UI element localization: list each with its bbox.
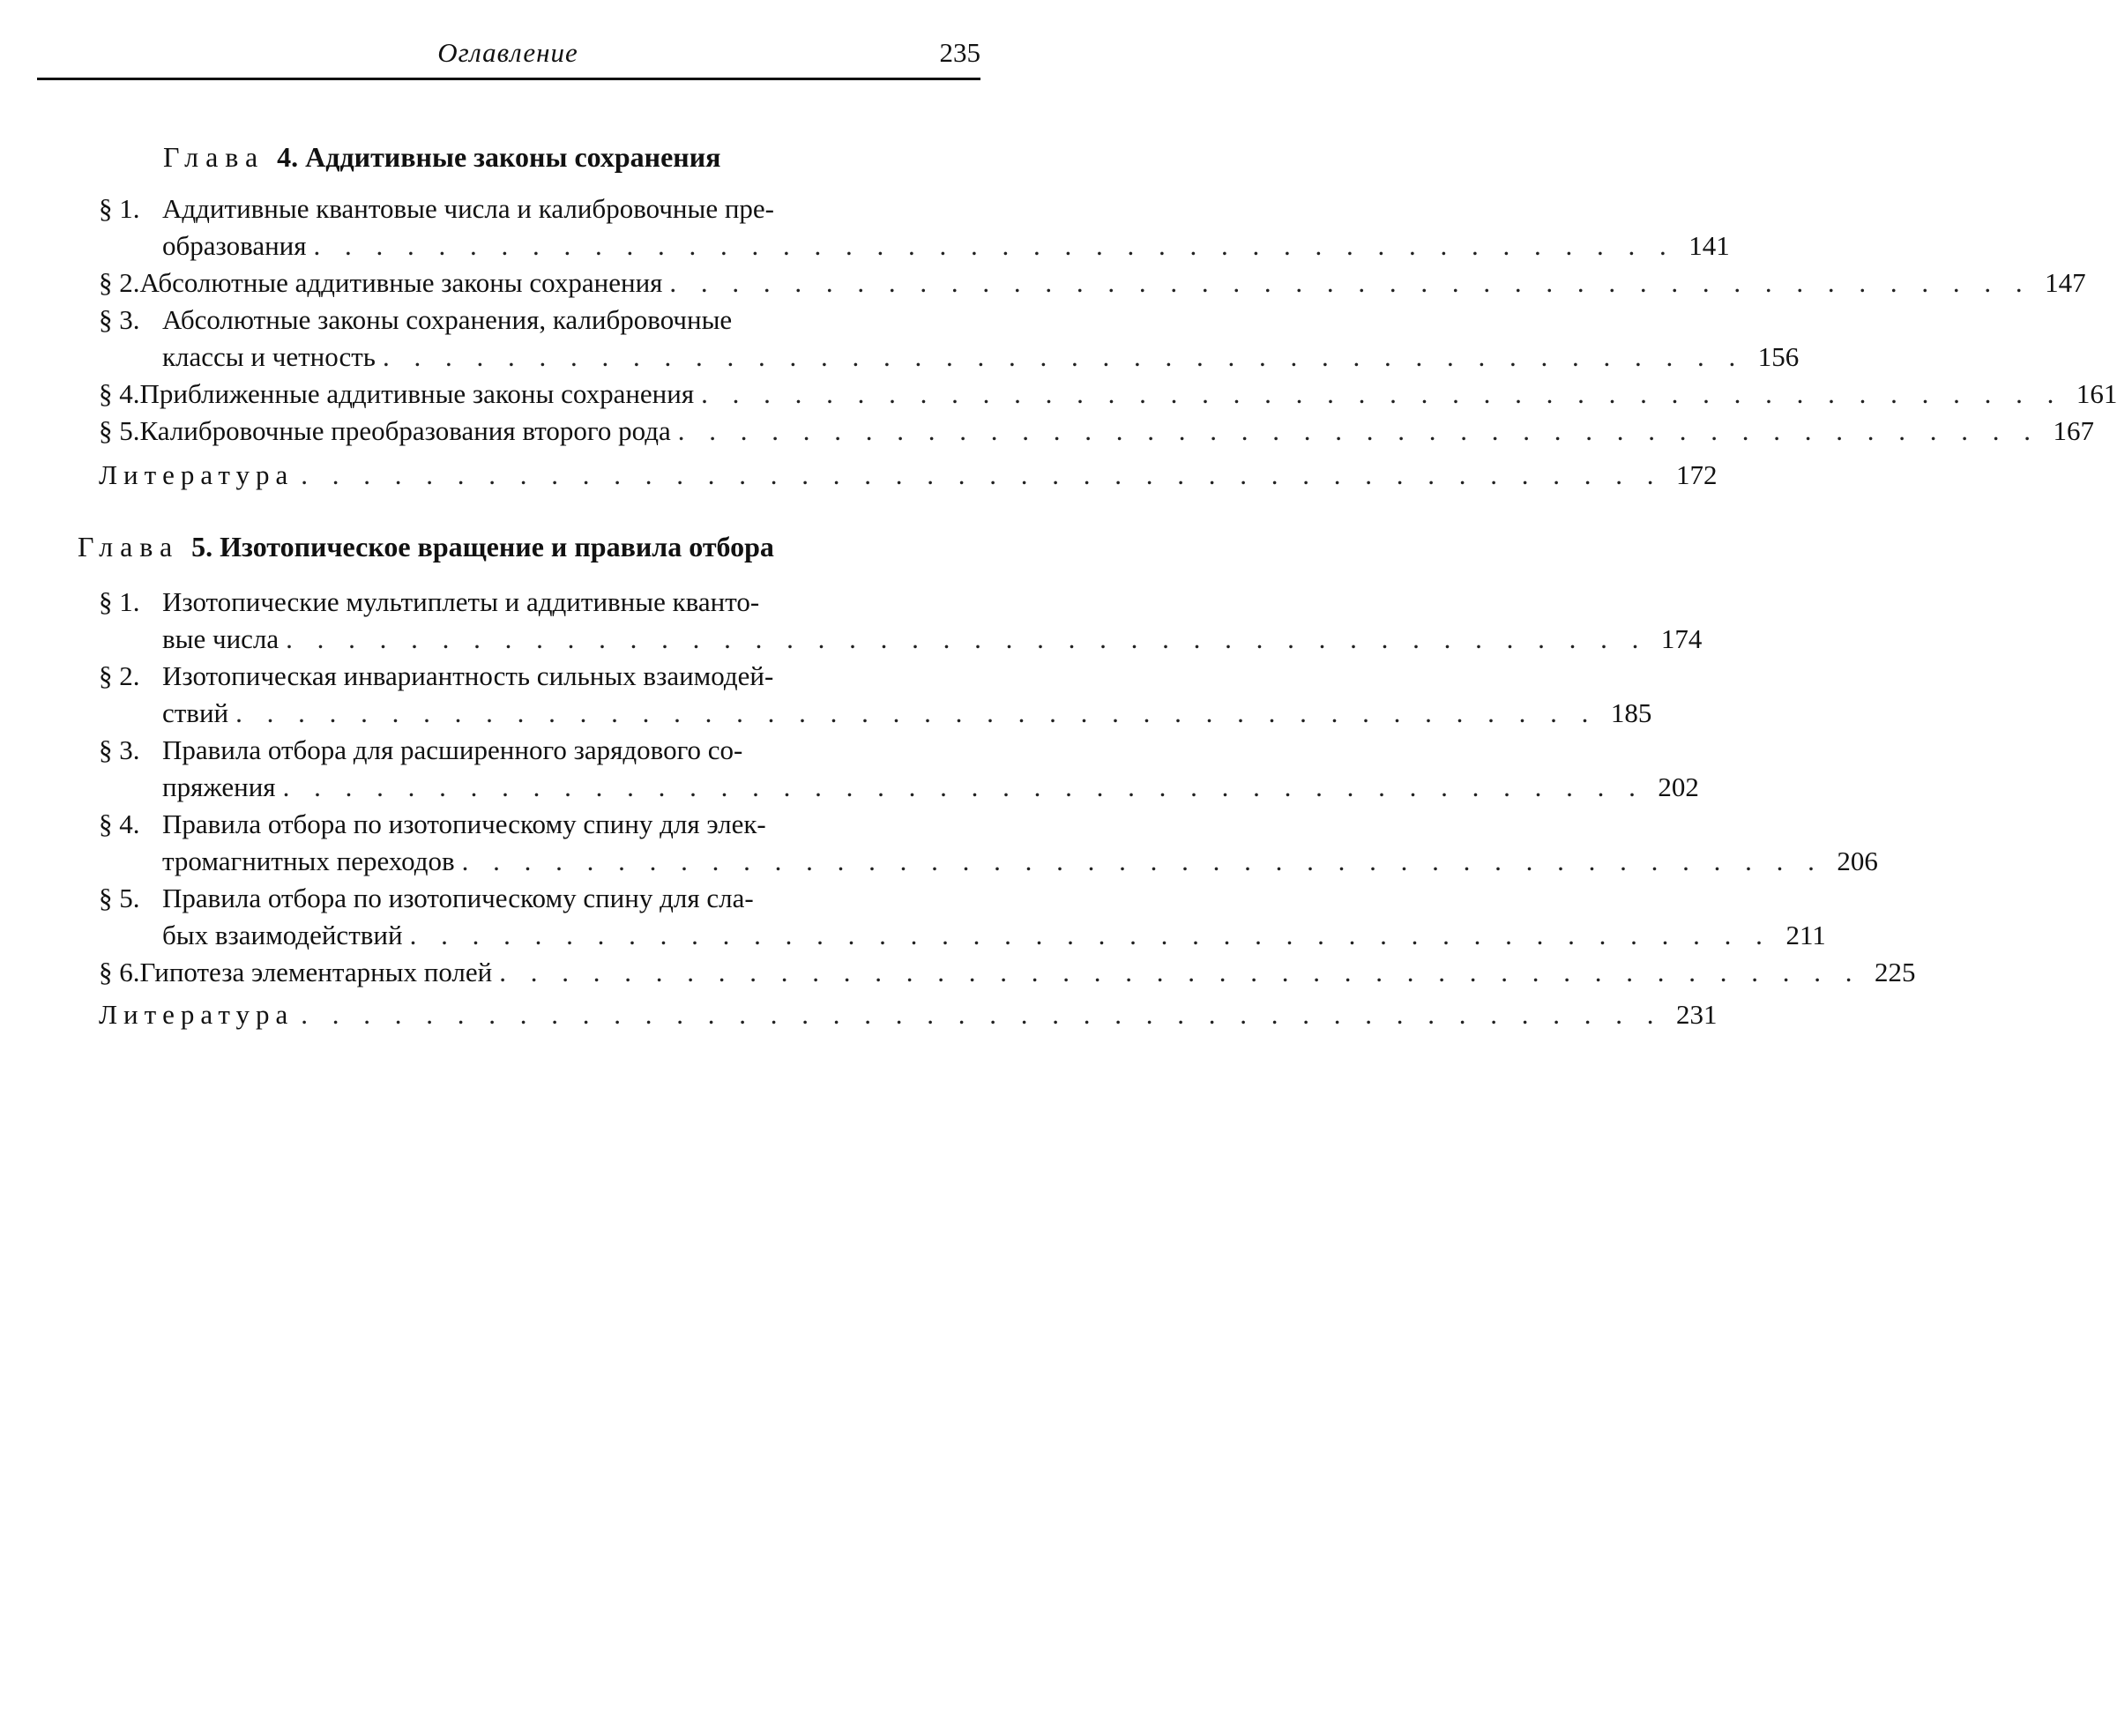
leader-dots: . . . . . . . . . . . . . . . . . . . . . . . . . . . . . . . . . . . . . . . . . . . . — [669, 267, 2031, 298]
leader-dots: . . . . . . . . . . . . . . . . . . . . . . . . . . . . . . . . . . . . . . . . . . . . — [313, 230, 1675, 261]
page-ref: 231 — [1676, 999, 1718, 1030]
leader-dots: . . . . . . . . . . . . . . . . . . . . . . . . . . . . . . . . . . . . . . . . . . . . — [282, 771, 1644, 802]
entry-text-line: бых взаимодействий — [162, 920, 403, 950]
page-ref: 147 — [2045, 267, 2086, 298]
entry-text-line: тромагнитных переходов — [162, 846, 455, 876]
chapter-title: 4. Аддитивные законы сохранения — [277, 141, 721, 173]
header-rule — [37, 78, 980, 80]
entry-text-line: Калибровочные преобразования второго рода — [139, 415, 671, 446]
page-ref: 185 — [1610, 697, 1652, 728]
page-ref: 211 — [1785, 920, 1826, 950]
literature-label: Литература — [99, 459, 294, 490]
section-number: § 5. — [99, 415, 140, 446]
leader-dots: . . . . . . . . . . . . . . . . . . . . . . . . . . . . . . . . . . . . . . . . . . . . — [286, 623, 1648, 654]
page-ref: 174 — [1660, 623, 1703, 654]
page-ref: 172 — [1676, 459, 1718, 490]
entry-text-line: Правила отбора по изотопическому спину для элек- — [162, 808, 766, 839]
toc-entry — [99, 190, 1730, 264]
section-number: § 3. — [99, 304, 140, 335]
entry-text-line: образования — [162, 230, 307, 261]
section-number: § 4. — [99, 808, 140, 839]
toc-entry — [99, 954, 1916, 991]
toc-entry — [99, 658, 1652, 732]
page-ref: 206 — [1837, 846, 1878, 876]
page-ref: 161 — [2076, 378, 2117, 409]
section-number: § 5. — [99, 883, 140, 913]
toc-entry — [99, 732, 1699, 806]
toc-literature — [99, 457, 1718, 494]
entry-text-line: Приближенные аддитивные законы сохранения — [139, 378, 695, 409]
entry-text-line: Изотопическая инвариантность сильных взаимодей- — [162, 660, 774, 691]
entry-text-line: Изотопические мультиплеты и аддитивные кванто- — [162, 586, 760, 617]
running-head — [35, 34, 980, 76]
page-ref: 141 — [1688, 230, 1730, 261]
page-ref: 202 — [1658, 771, 1699, 802]
entry-text-line: Абсолютные аддитивные законы сохранения — [139, 267, 663, 298]
leader-dots: . . . . . . . . . . . . . . . . . . . . . . . . . . . . . . . . . . . . . . . . . . . . — [301, 999, 1663, 1030]
chapter-5 — [0, 529, 1916, 1033]
entry-text-line: Гипотеза элементарных полей — [139, 957, 493, 987]
entry-text-line: Абсолютные законы сохранения, калибровочные — [162, 304, 733, 335]
toc-entry — [99, 584, 1703, 658]
leader-dots: . . . . . . . . . . . . . . . . . . . . . . . . . . . . . . . . . . . . . . . . . . . . — [677, 415, 2039, 446]
entry-text-line: классы и четность — [162, 341, 376, 372]
section-number: § 3. — [99, 734, 140, 765]
toc-entry — [99, 413, 2094, 450]
section-number: § 6. — [99, 957, 140, 987]
section-number: § 1. — [99, 193, 140, 224]
toc-entry — [99, 880, 1826, 954]
toc-entry — [99, 376, 2117, 413]
toc-entry — [99, 264, 2086, 302]
leader-dots: . . . . . . . . . . . . . . . . . . . . . . . . . . . . . . . . . . . . . . . . . . . . — [301, 459, 1663, 490]
toc-entry — [99, 806, 1878, 880]
leader-dots: . . . . . . . . . . . . . . . . . . . . . . . . . . . . . . . . . . . . . . . . . . . . — [461, 846, 1823, 876]
section-number: § 4. — [99, 378, 140, 409]
leader-dots: . . . . . . . . . . . . . . . . . . . . . . . . . . . . . . . . . . . . . . . . . . . . — [499, 957, 1861, 987]
entry-text-line: Аддитивные квантовые числа и калибровочные пре- — [162, 193, 775, 224]
section-number: § 2. — [99, 660, 140, 691]
chapter-heading — [163, 139, 1058, 175]
chapter-label: Глава — [78, 531, 180, 563]
running-head-title: Оглавление — [437, 37, 578, 68]
section-number: § 1. — [99, 586, 140, 617]
page-ref: 167 — [2053, 415, 2094, 446]
section-number: § 2. — [99, 267, 140, 298]
leader-dots: . . . . . . . . . . . . . . . . . . . . . . . . . . . . . . . . . . . . . . . . . . . . — [409, 920, 1771, 950]
entry-text-line: ствий — [162, 697, 229, 728]
leader-dots: . . . . . . . . . . . . . . . . . . . . . . . . . . . . . . . . . . . . . . . . . . . . — [701, 378, 2063, 409]
chapter-4 — [0, 139, 2117, 494]
chapter-heading — [78, 529, 1058, 564]
chapter-label: Глава — [163, 141, 265, 173]
literature-label: Литература — [99, 999, 294, 1030]
entry-text-line: Правила отбора по изотопическому спину для сла- — [162, 883, 754, 913]
toc-entry — [99, 302, 1800, 376]
leader-dots: . . . . . . . . . . . . . . . . . . . . . . . . . . . . . . . . . . . . . . . . . . . . — [235, 697, 1598, 728]
leader-dots: . . . . . . . . . . . . . . . . . . . . . . . . . . . . . . . . . . . . . . . . . . . . — [382, 341, 1745, 372]
entry-text-line: Правила отбора для расширенного зарядового со- — [162, 734, 743, 765]
running-head-page-number: 235 — [939, 37, 980, 68]
page-ref: 225 — [1875, 957, 1916, 987]
chapter-title: 5. Изотопическое вращение и правила отбора — [191, 531, 774, 563]
entry-text-line: вые числа — [162, 623, 280, 654]
page-ref: 156 — [1757, 341, 1800, 372]
entry-text-line: пряжения — [162, 771, 276, 802]
toc-literature — [99, 996, 1718, 1033]
